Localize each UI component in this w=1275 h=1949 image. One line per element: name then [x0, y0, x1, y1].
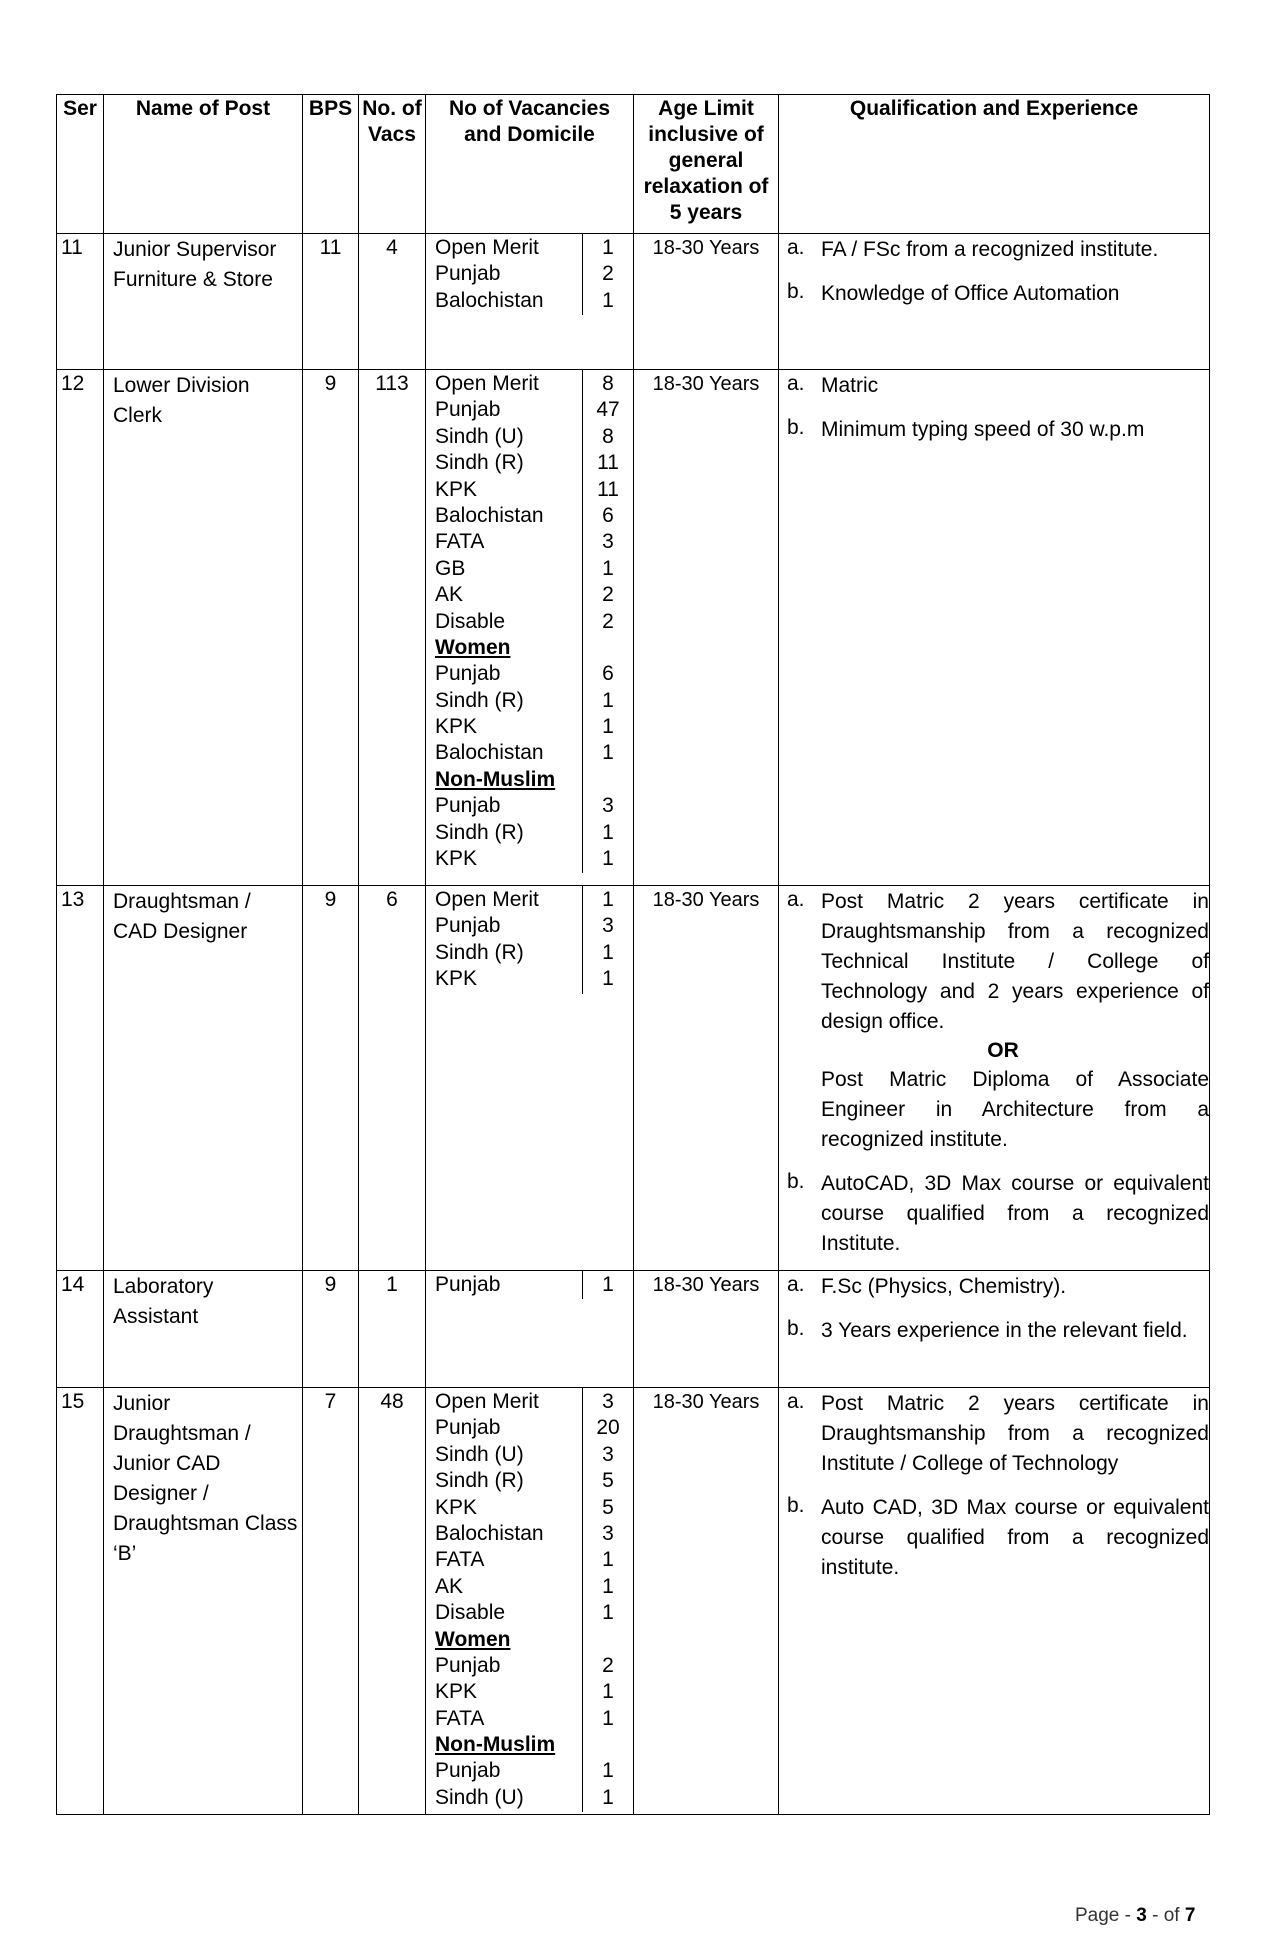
- domicile-label: Punjab: [435, 262, 501, 286]
- header-bps: BPS: [303, 95, 359, 234]
- domicile-label: Open Merit: [435, 888, 539, 911]
- domicile-count: 5: [602, 1495, 614, 1519]
- domicile-count: [583, 1732, 633, 1758]
- domicile-count: 1: [602, 288, 614, 312]
- cell-post-name: Lower Division Clerk: [104, 370, 303, 886]
- domicile-label: KPK: [435, 715, 478, 739]
- cell-domicile: [426, 886, 634, 1271]
- domicile-count: 8: [602, 424, 614, 448]
- domicile-count: 3: [602, 1442, 614, 1466]
- domicile-label: Balochistan: [435, 1521, 544, 1545]
- domicile-count: 1: [602, 1706, 614, 1730]
- domicile-count: 3: [602, 914, 614, 938]
- domicile-label: Punjab: [435, 1759, 501, 1783]
- table-row: [57, 886, 1210, 1271]
- domicile-count: 1: [602, 741, 614, 765]
- cell-qualification: [779, 1271, 1210, 1388]
- domicile-count: 11: [597, 451, 619, 475]
- domicile-count: [583, 767, 633, 793]
- domicile-label: Balochistan: [435, 503, 544, 527]
- qualification-label: a.: [787, 888, 805, 911]
- cell-post-name: Junior Supervisor Furniture & Store: [104, 234, 303, 370]
- domicile-count: [583, 1627, 633, 1653]
- cell-domicile: [426, 1388, 634, 1815]
- domicile-count: 1: [602, 1601, 614, 1625]
- cell-vacs: 6: [359, 886, 426, 1271]
- domicile-count: 1: [602, 236, 614, 259]
- cell-age-limit: 18-30 Years: [634, 886, 779, 1271]
- domicile-count: 2: [602, 1653, 614, 1677]
- cell-age-limit: 18-30 Years: [634, 234, 779, 370]
- domicile-count: [583, 635, 633, 661]
- table-row: [57, 370, 1210, 886]
- domicile-count: 3: [602, 1390, 614, 1413]
- cell-vacs: 4: [359, 234, 426, 370]
- domicile-label: Sindh (U): [435, 1442, 524, 1466]
- domicile-count: 1: [602, 715, 614, 739]
- domicile-label: Balochistan: [435, 288, 544, 312]
- cell-ser: 12: [57, 370, 104, 886]
- domicile-label: AK: [435, 1574, 464, 1598]
- domicile-label: GB: [435, 556, 466, 580]
- domicile-count: 2: [602, 583, 614, 607]
- cell-ser: 15: [57, 1388, 104, 1815]
- domicile-label: KPK: [435, 1680, 478, 1704]
- domicile-count: 3: [602, 794, 614, 818]
- cell-bps: 11: [303, 234, 359, 370]
- cell-qualification: [779, 370, 1210, 886]
- domicile-label: Sindh (U): [435, 1785, 524, 1809]
- domicile-count: 1: [602, 847, 614, 871]
- cell-age-limit: 18-30 Years: [634, 1271, 779, 1388]
- domicile-label: Open Merit: [435, 236, 539, 259]
- cell-qualification: [779, 234, 1210, 370]
- qualification-item: [787, 279, 1209, 309]
- qualification-label: b.: [787, 1317, 805, 1340]
- qualification-item: [787, 235, 1209, 265]
- cell-bps: 9: [303, 370, 359, 886]
- cell-vacs: 1: [359, 1271, 426, 1388]
- domicile-label: Non-Muslim: [435, 1733, 556, 1757]
- cell-ser: 13: [57, 886, 104, 1271]
- qualification-alternative: Post Matric Diploma of Associate Engineer in Architecture from a recognized institute.: [821, 1068, 1209, 1151]
- domicile-count: 5: [602, 1469, 614, 1493]
- qualification-label: b.: [787, 416, 805, 439]
- domicile-count: 1: [602, 556, 614, 580]
- domicile-label: Punjab: [435, 914, 501, 938]
- qualification-text: AutoCAD, 3D Max course or equivalent course qualified from a recognized Institute.: [821, 1172, 1209, 1255]
- domicile-label: Punjab: [435, 1653, 501, 1677]
- cell-domicile: [426, 370, 634, 886]
- domicile-label: Balochistan: [435, 741, 544, 765]
- domicile-count: 1: [602, 888, 614, 911]
- cell-domicile: [426, 234, 634, 370]
- qualification-label: b.: [787, 1170, 805, 1193]
- domicile-label: Women: [435, 1627, 511, 1651]
- domicile-label: Sindh (R): [435, 451, 524, 475]
- qualification-text: FA / FSc from a recognized institute.: [821, 238, 1159, 261]
- domicile-count: 1: [602, 1273, 614, 1296]
- domicile-label: Disable: [435, 1601, 506, 1625]
- domicile-label: Punjab: [435, 1416, 501, 1440]
- domicile-count: 1: [602, 688, 614, 712]
- domicile-label: Disable: [435, 609, 506, 633]
- qualification-label: b.: [787, 280, 805, 303]
- cell-qualification: [779, 1388, 1210, 1815]
- qualification-label: a.: [787, 236, 805, 259]
- cell-bps: 9: [303, 886, 359, 1271]
- qualification-item: [787, 1493, 1209, 1583]
- domicile-count: 1: [602, 1785, 614, 1809]
- cell-domicile: [426, 1271, 634, 1388]
- domicile-label: Sindh (R): [435, 1469, 524, 1493]
- qualification-label: b.: [787, 1494, 805, 1517]
- cell-bps: 9: [303, 1271, 359, 1388]
- qualification-label: a.: [787, 1390, 805, 1413]
- cell-post-name: Draughtsman / CAD Designer: [104, 886, 303, 1271]
- qualification-item: [787, 1169, 1209, 1259]
- page-footer: [1075, 1905, 1195, 1927]
- domicile-label: KPK: [435, 1495, 478, 1519]
- domicile-label: Punjab: [435, 662, 501, 686]
- domicile-count: 47: [596, 398, 620, 422]
- qualification-item: [787, 1272, 1209, 1302]
- qualification-item: [787, 1389, 1209, 1479]
- domicile-count: 2: [602, 609, 614, 633]
- domicile-count: 1: [602, 1574, 614, 1598]
- table-row: [57, 1271, 1210, 1388]
- domicile-count: 1: [602, 1680, 614, 1704]
- qualification-text: Auto CAD, 3D Max course or equivalent course qualified from a recognized institute.: [821, 1496, 1209, 1579]
- domicile-label: FATA: [435, 1548, 485, 1572]
- domicile-label: Open Merit: [435, 1390, 539, 1413]
- domicile-count: 20: [596, 1416, 620, 1440]
- cell-post-name: Junior Draughtsman / Junior CAD Designer / Draughtsman Class ‘B’: [104, 1388, 303, 1815]
- domicile-label: Sindh (R): [435, 940, 524, 964]
- domicile-label: Non-Muslim: [435, 767, 556, 791]
- of-label: - of: [1152, 1905, 1180, 1926]
- domicile-label: Open Merit: [435, 372, 539, 395]
- cell-vacs: 113: [359, 370, 426, 886]
- header-name-of-post: Name of Post: [104, 95, 303, 234]
- cell-vacs: 48: [359, 1388, 426, 1815]
- qualification-text: Minimum typing speed of 30 w.p.m: [821, 418, 1145, 441]
- page-total: 7: [1184, 1905, 1196, 1926]
- cell-bps: 7: [303, 1388, 359, 1815]
- qualification-item: [787, 1316, 1209, 1346]
- domicile-label: KPK: [435, 477, 478, 501]
- domicile-count: 1: [602, 1548, 614, 1572]
- cell-ser: 11: [57, 234, 104, 370]
- domicile-count: 3: [602, 530, 614, 554]
- qualification-text: Post Matric 2 years certificate in Draughtsmanship from a recognized Technical Institute / College of Technology and 2 years experience of design office.: [821, 890, 1209, 1033]
- qualification-text: Knowledge of Office Automation: [821, 282, 1120, 305]
- domicile-count: 1: [602, 820, 614, 844]
- qualification-label: a.: [787, 372, 805, 395]
- domicile-label: FATA: [435, 530, 485, 554]
- table-row: [57, 234, 1210, 370]
- header-ser: Ser: [57, 95, 104, 234]
- page-label: Page -: [1075, 1905, 1131, 1926]
- header-age-limit: Age Limit inclusive of general relaxation of 5 years: [634, 95, 779, 234]
- domicile-count: 2: [602, 262, 614, 286]
- qualification-item: [787, 415, 1209, 445]
- domicile-label: Sindh (R): [435, 820, 524, 844]
- domicile-label: KPK: [435, 967, 478, 991]
- qualification-item: [787, 887, 1209, 1155]
- domicile-label: Sindh (U): [435, 424, 524, 448]
- domicile-count: 3: [602, 1521, 614, 1545]
- domicile-label: AK: [435, 583, 464, 607]
- cell-age-limit: 18-30 Years: [634, 1388, 779, 1815]
- domicile-count: 11: [597, 477, 619, 501]
- qualification-text: 3 Years experience in the relevant field.: [821, 1319, 1188, 1342]
- domicile-label: Punjab: [435, 1273, 501, 1296]
- header-qualification: Qualification and Experience: [779, 95, 1210, 234]
- table-row: [57, 1388, 1210, 1815]
- qualification-text: F.Sc (Physics, Chemistry).: [821, 1275, 1067, 1298]
- qualification-text: Matric: [821, 374, 879, 397]
- domicile-count: 1: [602, 967, 614, 991]
- qualification-or: OR: [987, 1039, 1019, 1062]
- qualification-label: a.: [787, 1273, 805, 1296]
- domicile-label: Punjab: [435, 794, 501, 818]
- domicile-count: 1: [602, 1759, 614, 1783]
- table-header-row: [57, 95, 1210, 234]
- cell-age-limit: 18-30 Years: [634, 370, 779, 886]
- domicile-count: 8: [602, 372, 614, 395]
- domicile-label: Women: [435, 635, 511, 659]
- domicile-count: 6: [602, 503, 614, 527]
- domicile-count: 1: [602, 940, 614, 964]
- domicile-count: 6: [602, 662, 614, 686]
- qualification-item: [787, 371, 1209, 401]
- domicile-label: FATA: [435, 1706, 485, 1730]
- qualification-text: Post Matric 2 years certificate in Draughtsmanship from a recognized Institute / College of Technology: [821, 1392, 1209, 1475]
- cell-qualification: [779, 886, 1210, 1271]
- page-number: 3: [1136, 1905, 1147, 1926]
- domicile-label: KPK: [435, 847, 478, 871]
- header-no-of-vacs: No. of Vacs: [359, 95, 426, 234]
- header-vacancies-domicile: No of Vacancies and Domicile: [426, 95, 634, 234]
- vacancy-table: [56, 94, 1210, 1815]
- cell-ser: 14: [57, 1271, 104, 1388]
- domicile-label: Punjab: [435, 398, 501, 422]
- cell-post-name: Laboratory Assistant: [104, 1271, 303, 1388]
- domicile-label: Sindh (R): [435, 688, 524, 712]
